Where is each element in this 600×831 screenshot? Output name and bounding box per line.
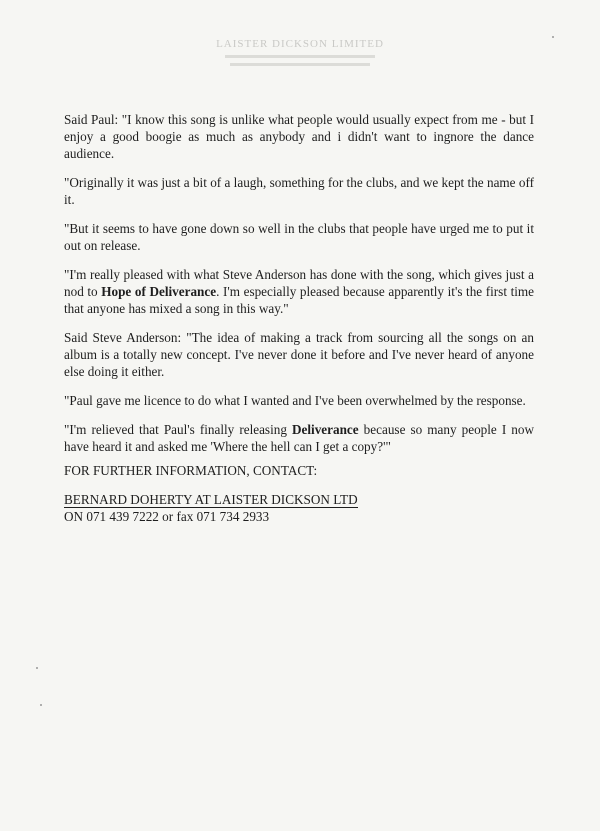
- contact-heading: FOR FURTHER INFORMATION, CONTACT:: [64, 463, 318, 478]
- paragraph-5: [64, 329, 534, 380]
- song-title: Hope of Deliverance: [101, 284, 217, 299]
- letterhead-address-line: [230, 63, 370, 66]
- paragraph-text: "I'm relieved that Paul's finally releasing: [64, 422, 292, 437]
- letterhead-company: LAISTER DICKSON LIMITED: [216, 38, 384, 50]
- paragraph-text: "I'm really pleased with what Steve Anderson has done with the song, which gives just a nod to: [64, 267, 534, 299]
- letterhead-address-line: [225, 55, 375, 58]
- paragraph-text: "Originally it was just a bit of a laugh, something for the clubs, and we kept the name off it.: [64, 175, 534, 207]
- paragraph-text: "Paul gave me licence to do what I wanted and I've been overwhelmed by the response.: [64, 393, 526, 408]
- contact-name-line: [64, 491, 534, 508]
- paragraph-1: [64, 111, 534, 162]
- paper-speck: [552, 36, 554, 38]
- contact-name: BERNARD DOHERTY AT LAISTER DICKSON LTD: [64, 492, 358, 507]
- paragraph-text: Said Paul: "I know this song is unlike what people would usually expect from me - but I enjoy a good boogie as much as anybody and i didn't want to ingnore the dance audience.: [64, 112, 534, 161]
- paragraph-text: . I'm especially pleased because apparently it's the first time that anyone has mixed a song in this way.": [64, 284, 535, 316]
- paragraph-4: [64, 266, 534, 317]
- paragraph-2: [64, 174, 534, 208]
- letterhead: [0, 38, 600, 66]
- paragraph-text: because so many people I now have heard it and asked me 'Where the hell can I get a copy?'": [64, 422, 534, 454]
- song-title: Deliverance: [291, 422, 359, 437]
- contact-phone: ON 071 439 7222 or fax 071 734 2933: [64, 509, 270, 524]
- paragraph-3: [64, 220, 534, 254]
- release-body: [64, 111, 534, 467]
- paragraph-text: "But it seems to have gone down so well in the clubs that people have urged me to put it out on release.: [64, 221, 534, 253]
- paper-speck: [36, 667, 38, 669]
- paragraph-6: [64, 392, 534, 409]
- paragraph-text: Said Steve Anderson: "The idea of making a track from sourcing all the songs on an album is a totally new concept. I've never done it before and I've never heard of anyone else doing it either.: [64, 330, 534, 379]
- contact-block: [64, 462, 534, 525]
- paragraph-7: [64, 421, 534, 455]
- paper-speck: [40, 704, 42, 706]
